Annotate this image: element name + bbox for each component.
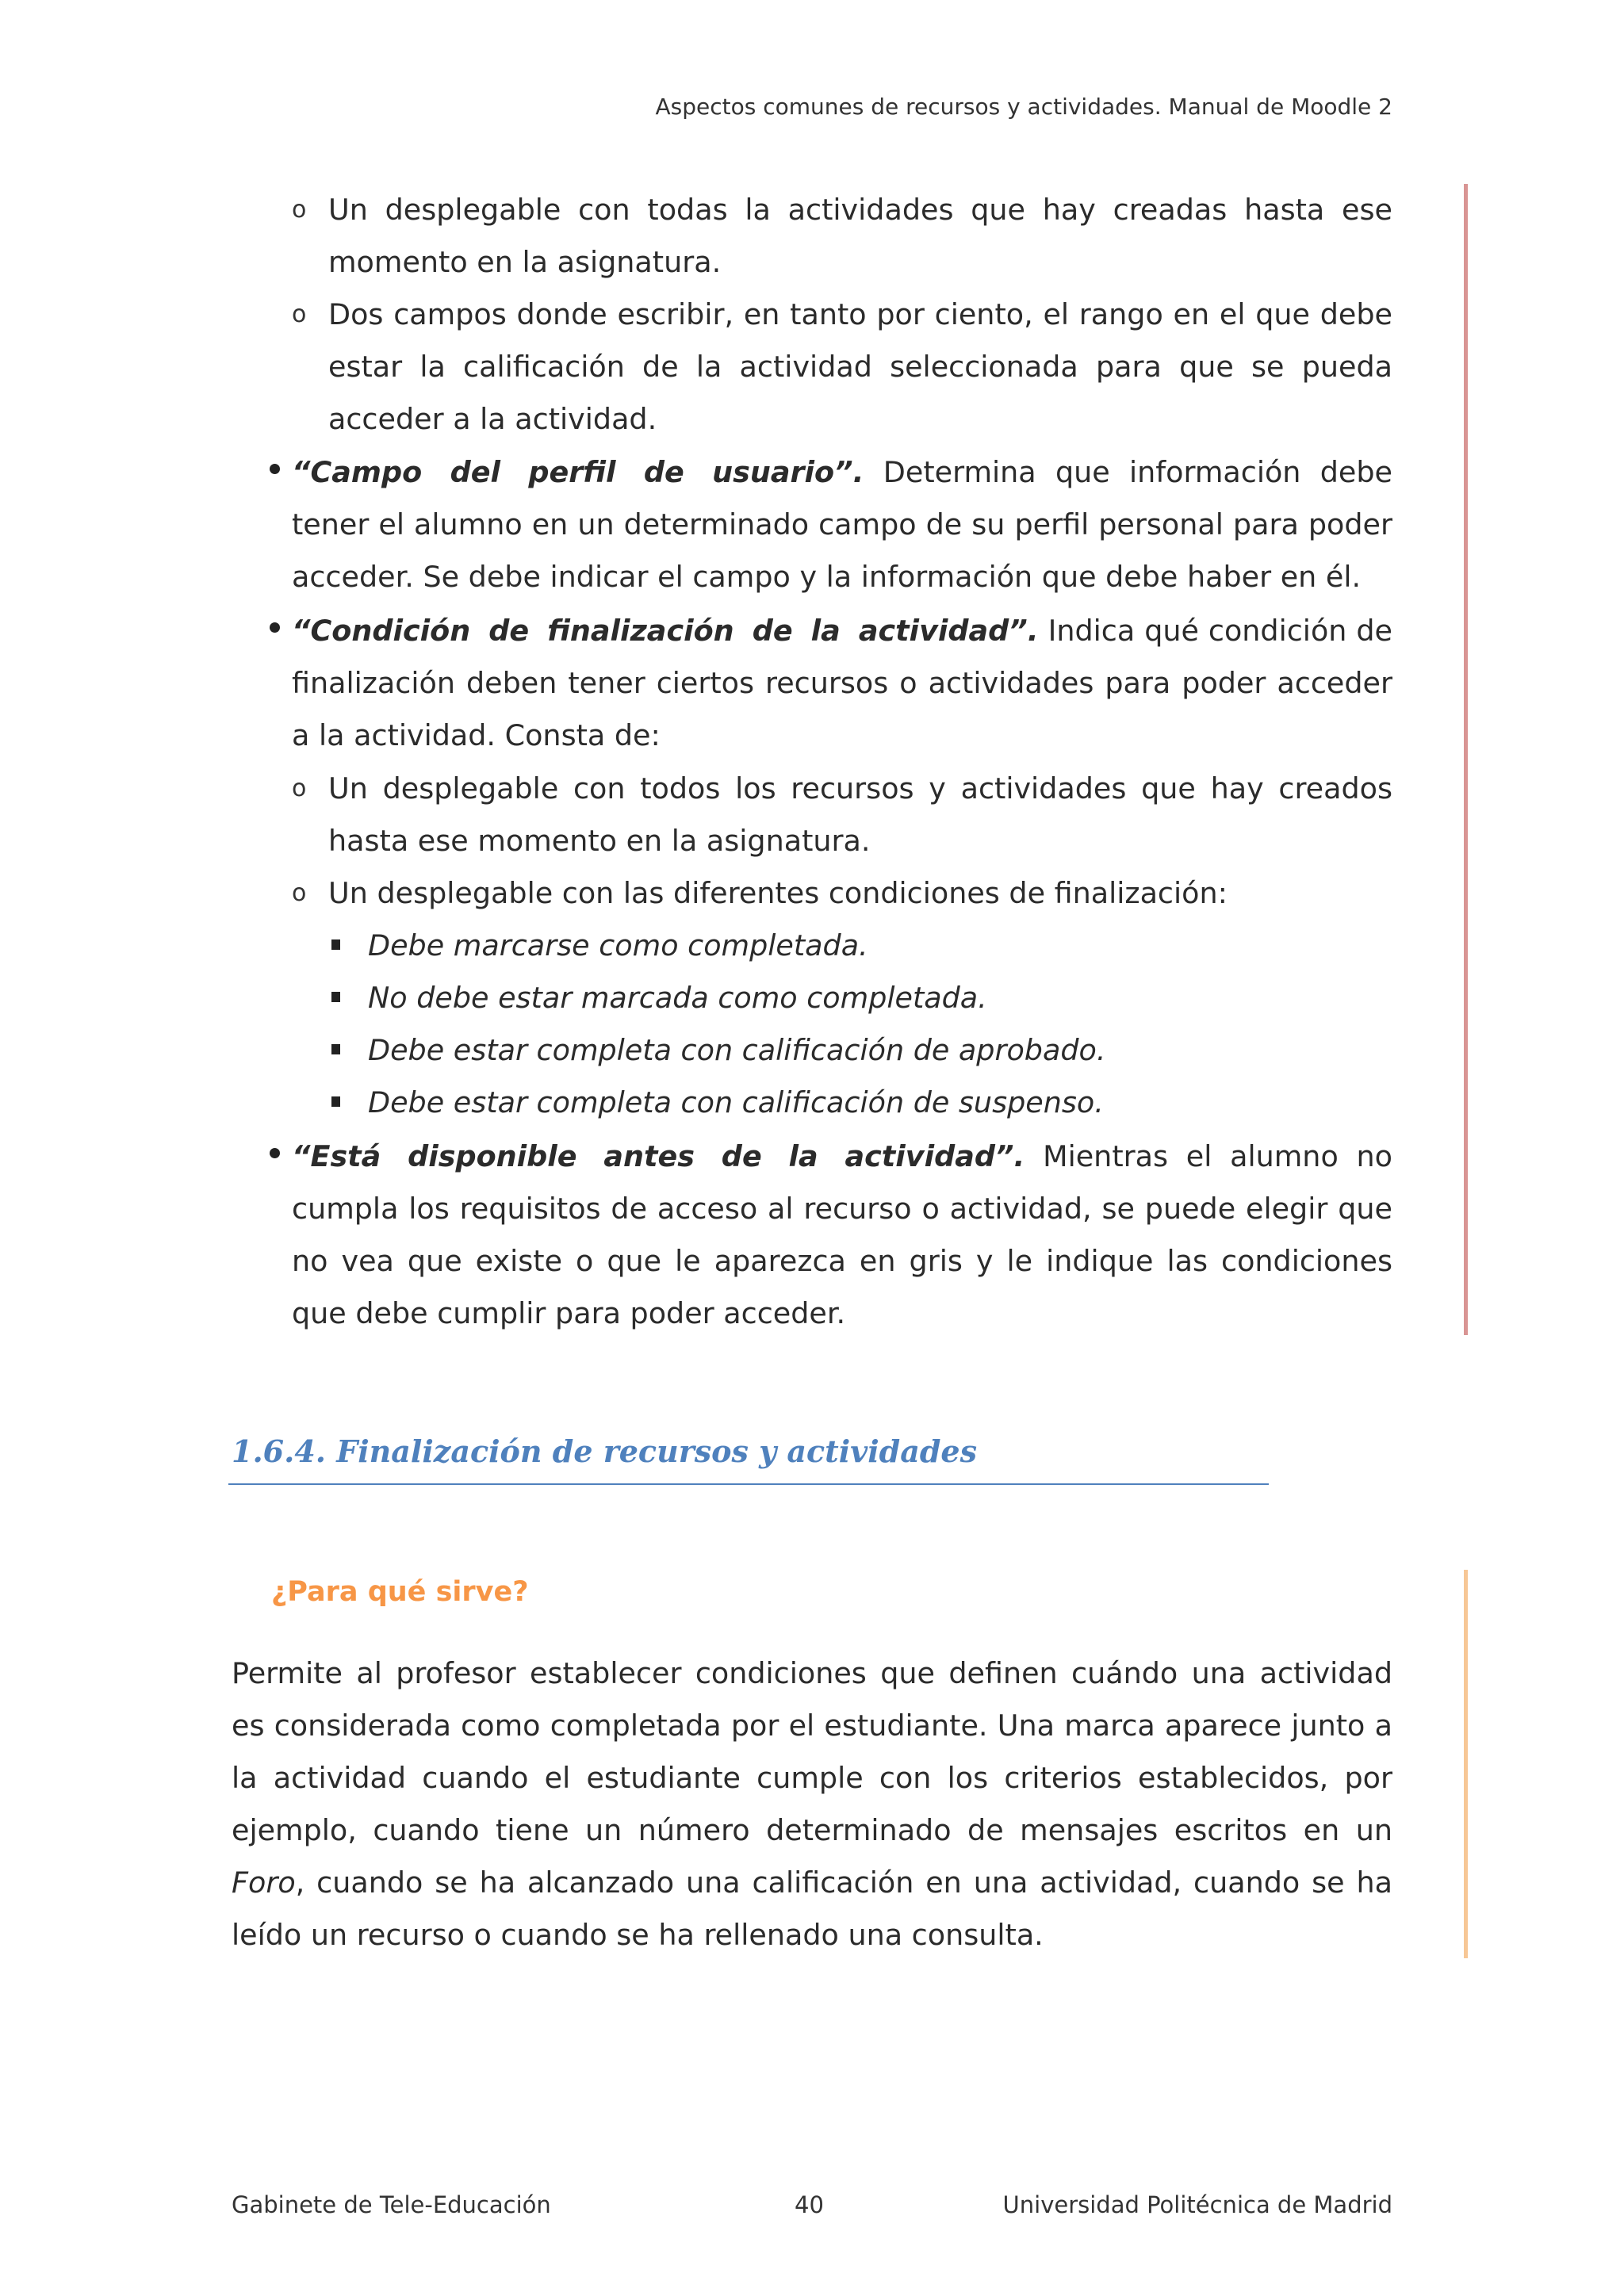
sub-item-text: Un desplegable con las diferentes condiciones de finalización: — [328, 876, 1228, 910]
section-title: 1.6.4. Finalización de recursos y actividades — [232, 1433, 977, 1469]
bullet-title: “Está disponible antes de la actividad”. — [292, 1139, 1025, 1173]
sub-item — [292, 867, 1392, 920]
bullet-title: “Campo del perfil de usuario”. — [292, 455, 864, 489]
page-number: 40 — [795, 2191, 824, 2218]
circle-bullet-icon: o — [292, 196, 307, 224]
footer-left: Gabinete de Tele-Educación — [232, 2191, 551, 2218]
bullet-text — [292, 605, 1392, 762]
circle-bullet-icon: o — [292, 879, 307, 907]
sub-item — [292, 184, 1392, 289]
sub-item — [292, 763, 1392, 867]
bullet-body: Mientras el alumno no cumpla los requisitos de acceso al recurso o actividad, se puede elegir que no vea que existe o que le aparezca en gris y le indique las condiciones que debe cumplir para poder acceder. — [292, 1139, 1392, 1330]
paragraph-text: Permite al profesor establecer condiciones que definen cuándo una actividad es considerada como completada por el estudiante. Una marca aparece junto a la actividad cuando el estudiante cumple con los criterios establecidos, por ejemplo, cuando tiene un número determinado de mensajes escritos en un — [232, 1656, 1392, 1847]
margin-rule-bottom — [1464, 1570, 1468, 1958]
subsection-title: ¿Para qué sirve? — [271, 1576, 529, 1608]
bullet-text — [292, 1131, 1392, 1340]
sub-item-text: Un desplegable con todos los recursos y actividades que hay creados hasta ese momento en la asignatura. — [328, 771, 1392, 858]
square-item-text: Debe estar completa con calificación de aprobado. — [368, 1033, 1106, 1067]
square-item-text: Debe marcarse como completada. — [368, 928, 868, 962]
sub-item — [292, 289, 1392, 446]
sub-item-text: Un desplegable con todas la actividades que hay creadas hasta ese momento en la asignatura. — [328, 193, 1392, 279]
footer-right: Universidad Politécnica de Madrid — [1002, 2191, 1392, 2218]
square-item — [331, 1077, 1392, 1129]
bullet-item — [270, 1131, 1392, 1340]
bullet-body: Determina que información debe tener el alumno en un determinado campo de su perfil personal para poder acceder. Se debe indicar el campo y la información que debe haber en él. — [292, 455, 1392, 594]
bullet-text — [292, 446, 1392, 603]
square-bullet-icon — [331, 1044, 340, 1054]
sub-item-text: Dos campos donde escribir, en tanto por ciento, el rango en el que debe estar la calificación de la actividad seleccionada para que se pueda acceder a la actividad. — [328, 297, 1392, 436]
square-bullet-icon — [331, 939, 340, 950]
square-item — [331, 1024, 1392, 1077]
bullet-title: “Condición de finalización de la actividad”. — [292, 614, 1039, 648]
running-header: Aspectos comunes de recursos y actividades. Manual de Moodle 2 — [655, 94, 1392, 120]
square-item-text: No debe estar marcada como completada. — [368, 981, 987, 1015]
square-item-text: Debe estar completa con calificación de suspenso. — [368, 1085, 1104, 1119]
circle-bullet-icon: o — [292, 775, 307, 802]
bullet-item — [270, 446, 1392, 603]
circle-bullet-icon: o — [292, 300, 307, 328]
section-paragraph — [232, 1647, 1392, 1961]
bullet-icon — [270, 622, 280, 633]
paragraph-italic-term: Foro — [232, 1866, 296, 1900]
square-bullet-icon — [331, 992, 340, 1002]
paragraph-text: , cuando se ha alcanzado una calificación en una actividad, cuando se ha leído un recurso o cuando se ha rellenado una consulta. — [232, 1866, 1392, 1952]
square-bullet-icon — [331, 1096, 340, 1107]
margin-rule-top — [1464, 184, 1468, 1335]
section-underline — [228, 1483, 1269, 1485]
bullet-item — [270, 605, 1392, 762]
bullet-icon — [270, 1148, 280, 1158]
bullet-icon — [270, 464, 280, 474]
square-item — [331, 972, 1392, 1024]
bullet-body: Indica qué condición de finalización deben tener ciertos recursos o actividades para poder acceder a la actividad. Consta de: — [292, 614, 1392, 752]
square-item — [331, 920, 1392, 972]
